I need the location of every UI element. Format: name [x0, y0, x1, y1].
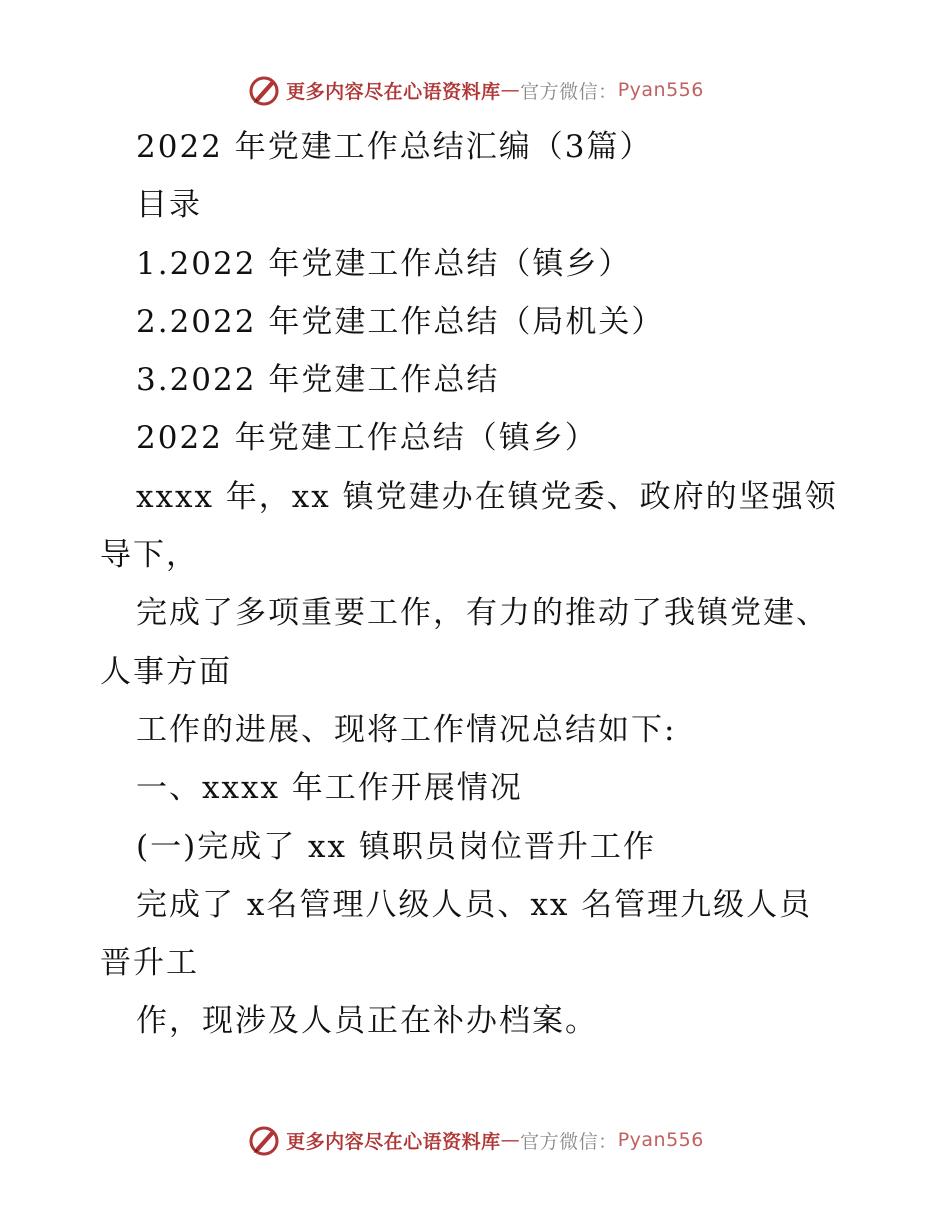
- doc-line: 1.2022 年党建工作总结（镇乡）: [136, 245, 632, 282]
- watermark-dash: —: [500, 1129, 521, 1151]
- doc-line: 导下，: [100, 537, 199, 574]
- watermark-dash: —: [500, 79, 521, 101]
- watermark-sub-text: 官方微信：: [520, 1130, 618, 1153]
- pen-logo-icon: [246, 1122, 282, 1158]
- watermark-wechat-id: Pyan556: [617, 79, 704, 101]
- doc-line: (一)完成了 xx 镇职员岗位晋升工作: [136, 828, 656, 865]
- pen-logo-icon: [246, 72, 282, 108]
- doc-line: 人事方面: [100, 653, 232, 690]
- doc-line: 目录: [136, 187, 202, 224]
- doc-line: 完成了 x名管理八级人员、xx 名管理九级人员: [136, 886, 813, 923]
- doc-line: 晋升工: [100, 945, 199, 982]
- doc-line: xxxx 年，xx 镇党建办在镇党委、政府的坚强领: [136, 478, 838, 515]
- watermark-main-text: 更多内容尽在心语资料库: [286, 80, 501, 103]
- document-body: [100, 118, 860, 1051]
- watermark-sub-text: 官方微信：: [520, 80, 618, 103]
- watermark-wechat-id: Pyan556: [617, 1129, 704, 1151]
- doc-line: 2022 年党建工作总结汇编（3篇）: [136, 129, 653, 165]
- doc-line: 2022 年党建工作总结（镇乡）: [136, 420, 598, 457]
- watermark-footer: [0, 1120, 950, 1160]
- watermark-main-text: 更多内容尽在心语资料库: [286, 1130, 501, 1153]
- doc-line: 3.2022 年党建工作总结: [136, 362, 500, 399]
- doc-line: 2.2022 年党建工作总结（局机关）: [136, 303, 665, 340]
- doc-line: 一、xxxx 年工作开展情况: [136, 770, 523, 807]
- doc-line: 作，现涉及人员正在补办档案。: [136, 1003, 598, 1040]
- doc-line: 完成了多项重要工作，有力的推动了我镇党建、: [136, 595, 829, 632]
- watermark-header: [0, 70, 950, 110]
- doc-line: 工作的进展、现将工作情况总结如下:: [136, 711, 677, 748]
